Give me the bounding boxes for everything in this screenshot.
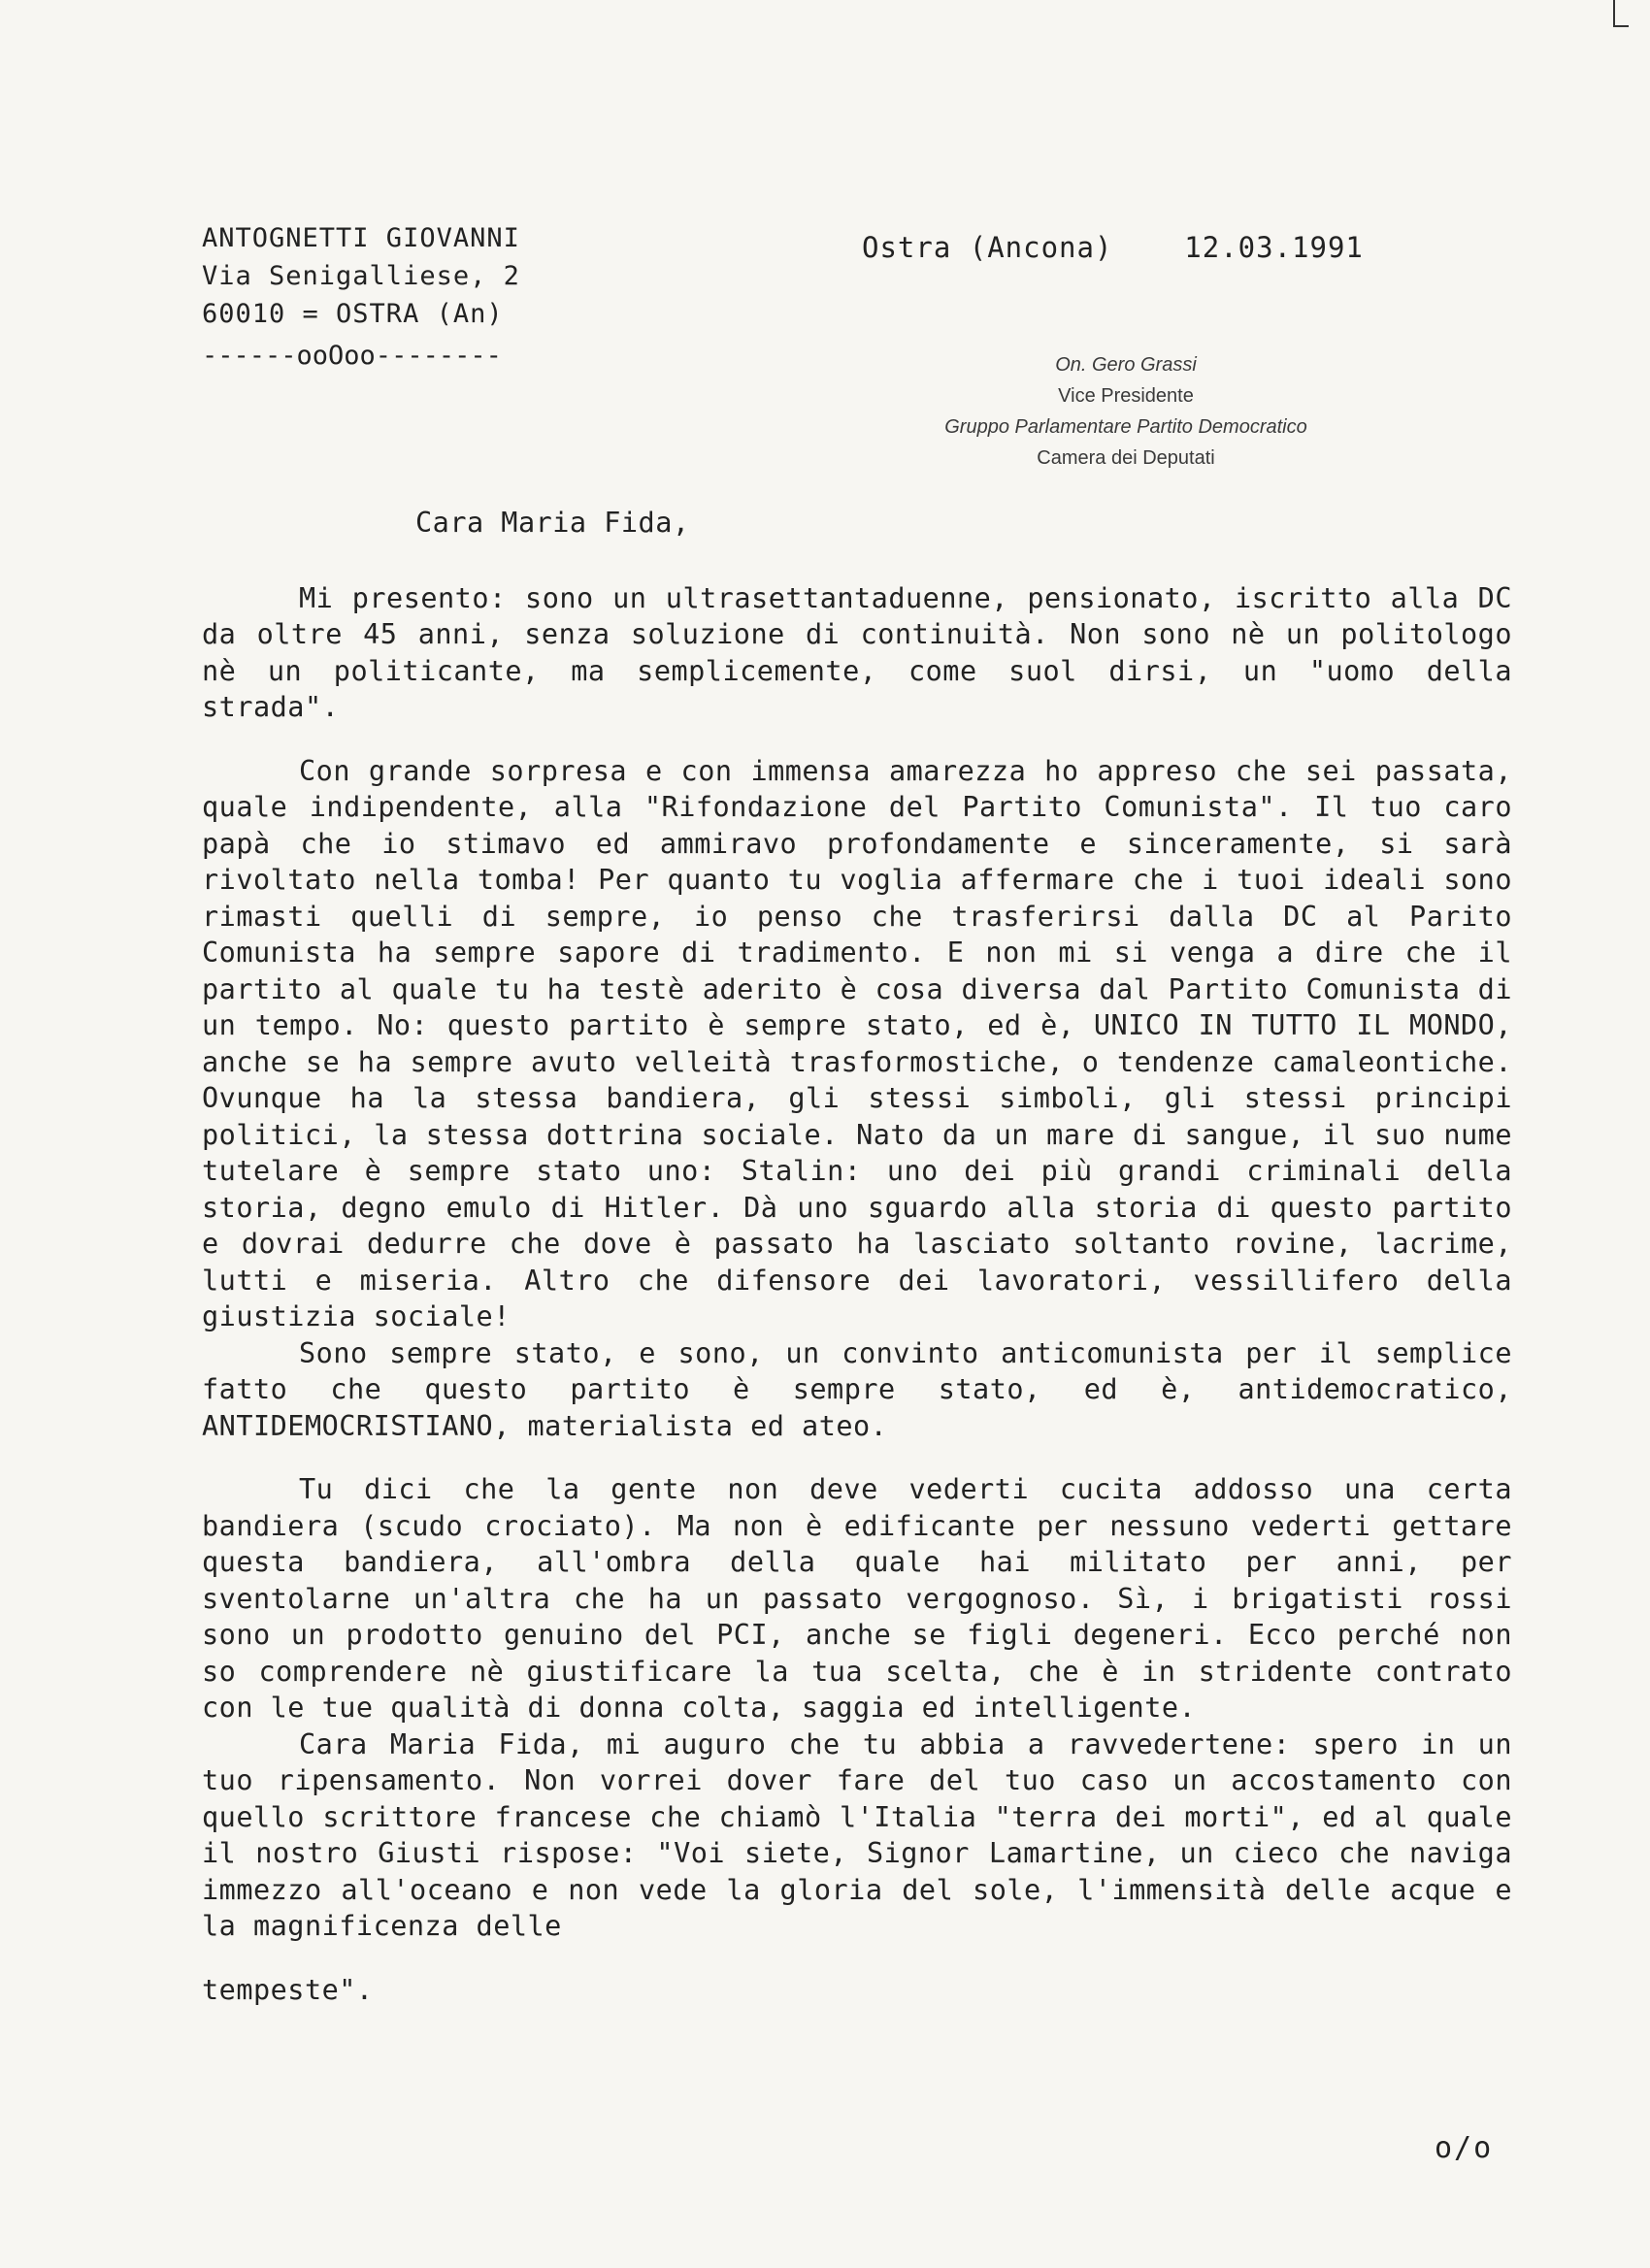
page-continuation-marker: o/o xyxy=(1435,2131,1494,2165)
sender-city: 60010 = OSTRA (An) xyxy=(202,299,504,329)
sender-block xyxy=(202,219,520,375)
greeting: Cara Maria Fida, xyxy=(415,507,690,539)
stamp-group: Gruppo Parlamentare Partito Democratico xyxy=(944,416,1307,438)
closing-line: tempeste". xyxy=(202,1973,374,2006)
paragraph-anticommunist: Sono sempre stato, e sono, un convinto anticomunista per il semplice fatto che questo partito è sempre stato, ed è, antidemocratico, ANTIDEMOCRISTIANO, materialista ed ateo. xyxy=(202,1336,1512,1442)
sender-name: ANTOGNETTI GIOVANNI xyxy=(202,223,520,253)
recipient-stamp xyxy=(883,349,1369,474)
stamp-chamber: Camera dei Deputati xyxy=(1037,447,1215,469)
paragraph-appeal: Cara Maria Fida, mi auguro che tu abbia a ravvedertene: spero in un tuo ripensamento. Non vorrei dover fare del tuo caso un accostamento con quello scrittore francese che chiamò l'Italia "terra dei morti", ed al quale il nostro Giusti rispose: "Voi siete, Signor Lamartine, un cieco che naviga immezzo all'oceano e non vede la gloria del sole, l'immensità delle acque e la magnificenza delle xyxy=(202,1727,1512,1942)
paragraph-criticism: Con grande sorpresa e con immensa amarezza ho appreso che sei passata, quale indipendente, alla "Rifondazione del Partito Comunista". Il tuo caro papà che io stimavo ed ammiravo profondamente e sinceramente, si sarà rivoltato nella tomba! Per quanto tu voglia affermare che i tuoi ideali sono rimasti quelli di sempre, io penso che trasferirsi dalla DC al Parito Comunista ha sempre sapore di tradimento. E non mi si venga a dire che il partito al quale tu ha testè aderito è cosa diversa dal Partito Comunista di un tempo. No: questo partito è sempre stato, ed è, UNICO IN TUTTO IL MONDO, anche se ha sempre avuto velleità trasformostiche, o tendenze camaleontiche. Ovunque ha la stessa bandiera, gli stessi simboli, gli stessi principi politici, la stessa dottrina sociale. Nato da un mare di sangue, il suo nume tutelare è sempre stato uno: Stalin: uno dei più grandi criminali della storia, degno emulo di Hitler. Dà uno sguardo alla storia di questo partito e dovrai dedurre che dove è passato ha lasciato soltanto rovine, lacrime, lutti e miseria. Altro che difensore dei lavoratori, vessillifero della giustizia sociale! xyxy=(202,754,1512,1332)
paragraph-flag: Tu dici che la gente non deve vederti cucita addosso una certa bandiera (scudo crociato). Ma non è edificante per nessuno vederti gettare questa bandiera, all'ombra della quale hai militato per anni, per sventolarne un'altra che ha un passato vergognoso. Sì, i brigatisti rossi sono un prodotto genuino del PCI, anche se figli degeneri. Ecco perché non so comprendere nè giustificare la tua scelta, che è in stridente contrato con le tue qualità di donna colta, saggia ed intelligente. xyxy=(202,1473,1512,1724)
sender-divider: ------ooOoo-------- xyxy=(202,341,502,371)
sender-street: Via Senigalliese, 2 xyxy=(202,261,520,291)
stamp-name: On. Gero Grassi xyxy=(1055,354,1197,376)
dateline xyxy=(862,231,1364,264)
dateline-place: Ostra (Ancona) xyxy=(862,231,1113,264)
stamp-role: Vice Presidente xyxy=(1058,385,1194,407)
corner-mark xyxy=(1613,0,1629,27)
letter-body xyxy=(202,505,1512,2008)
dateline-date: 12.03.1991 xyxy=(1184,231,1364,264)
paragraph-intro: Mi presento: sono un ultrasettantaduenne, pensionato, iscritto alla DC da oltre 45 anni, senza soluzione di continuità. Non sono nè un politologo nè un politicante, ma semplicemente, come suol dirsi, un "uomo della strada". xyxy=(202,581,1512,723)
